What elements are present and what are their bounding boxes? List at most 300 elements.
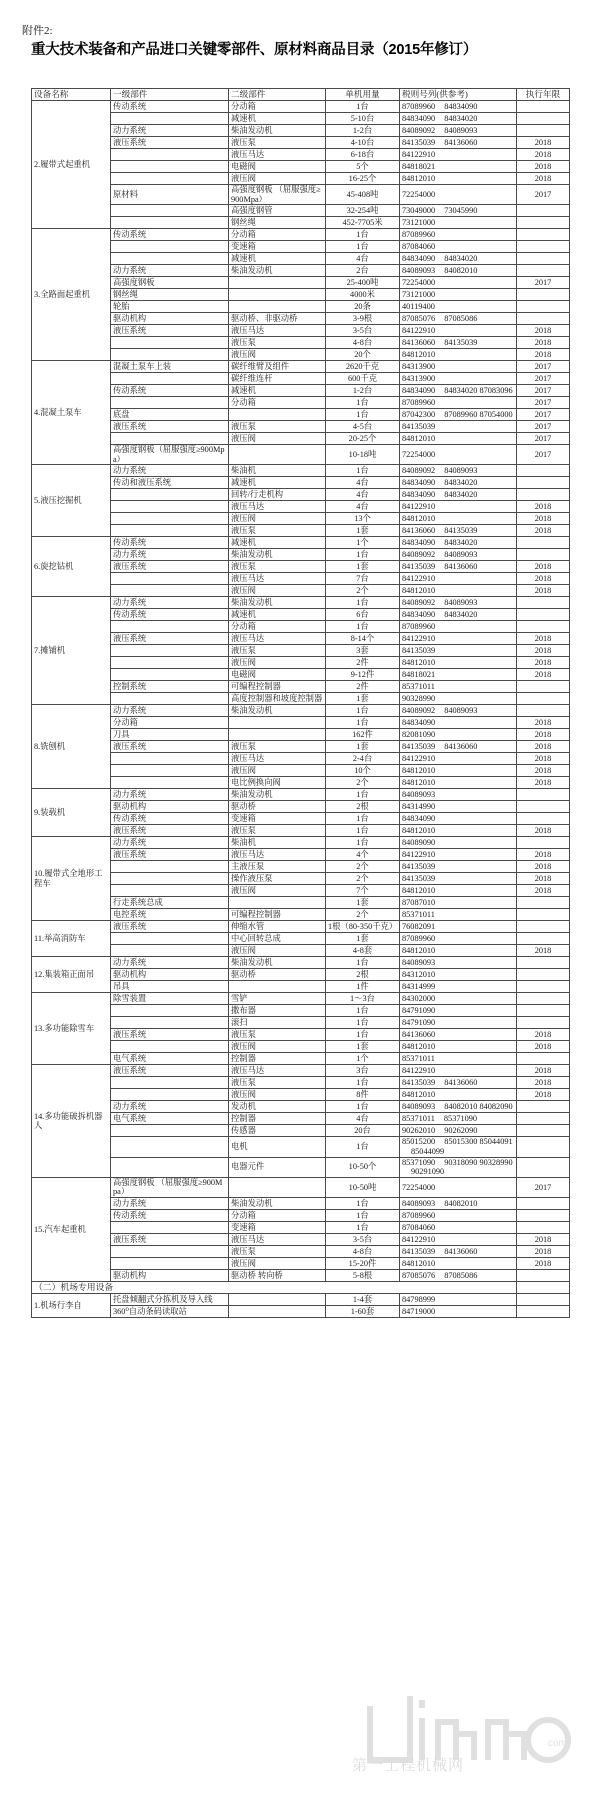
cell-c4: 1台 [326, 837, 400, 849]
cell-c5: 84135039 [400, 861, 517, 873]
cell-c6: 2018 [517, 173, 570, 185]
cell-c6: 2018 [517, 873, 570, 885]
cell-c2 [111, 1137, 229, 1157]
table-row [32, 1157, 570, 1177]
cell-c4: 45-408吨 [326, 185, 400, 205]
cell-c3: 减速机 [229, 609, 326, 621]
table-row [32, 465, 570, 477]
cell-c4: 1-4套 [326, 1294, 400, 1306]
cell-c5: 87089960 [400, 1210, 517, 1222]
table-row [32, 265, 570, 277]
cell-c4: 4-10台 [326, 137, 400, 149]
cell-c4: 2个 [326, 873, 400, 885]
table-row [32, 741, 570, 753]
cell-c6: 2017 [517, 361, 570, 373]
cell-c3: 分动箱 [229, 397, 326, 409]
cell-c2 [111, 657, 229, 669]
table-row [32, 681, 570, 693]
cell-c3: 雪铲 [229, 993, 326, 1005]
cell-c5: 76082091 [400, 921, 517, 933]
table-row [32, 837, 570, 849]
cell-c4: 25-400吨 [326, 277, 400, 289]
cell-c6 [517, 1125, 570, 1137]
table-row [32, 609, 570, 621]
cell-c4: 1台 [326, 229, 400, 241]
section-divider-spacer [517, 1282, 570, 1294]
cell-c3: 柴油发动机 [229, 957, 326, 969]
table-row [32, 253, 570, 265]
cell-c2: 原材料 [111, 185, 229, 205]
cell-c6: 2018 [517, 149, 570, 161]
cell-c2: 驱动机构 [111, 969, 229, 981]
cell-c2: 液压系统 [111, 421, 229, 433]
cell-c2: 混凝土泵车上装 [111, 361, 229, 373]
table-row [32, 945, 570, 957]
column-header-c1: 设备名称 [32, 89, 111, 101]
cell-c5: 84122910 [400, 149, 517, 161]
cell-c4: 162件 [326, 729, 400, 741]
cell-c6 [517, 897, 570, 909]
table-row [32, 433, 570, 445]
cell-c5: 90328990 [400, 693, 517, 705]
cell-c4: 1台 [326, 1029, 400, 1041]
cell-c2 [111, 501, 229, 513]
cell-c5: 84302000 [400, 993, 517, 1005]
cell-c5: 84812010 [400, 945, 517, 957]
table-row [32, 1210, 570, 1222]
cell-c5: 84812010 [400, 1258, 517, 1270]
table-row [32, 525, 570, 537]
watermark-domain: com [548, 1738, 567, 1749]
cell-c3: 分动箱 [229, 621, 326, 633]
cell-c3: 柴油发动机 [229, 265, 326, 277]
table-row [32, 421, 570, 433]
table-row [32, 277, 570, 289]
cell-c4: 1-2台 [326, 125, 400, 137]
cell-c3: 回转/行走机构 [229, 489, 326, 501]
cell-c2 [111, 1246, 229, 1258]
cell-c6 [517, 253, 570, 265]
cell-c4: 1台 [326, 1222, 400, 1234]
cell-c3: 分动箱 [229, 1210, 326, 1222]
cell-c3: 液压泵 [229, 825, 326, 837]
cell-c6 [517, 265, 570, 277]
table-row [32, 409, 570, 421]
document-title: 重大技术装备和产品进口关键零部件、原材料商品目录（2015年修订） [31, 42, 478, 58]
cell-c2: 除雪装置 [111, 993, 229, 1005]
cell-c4: 2根 [326, 969, 400, 981]
cell-c4: 1台 [326, 1017, 400, 1029]
cell-c5: 85015200 85015300 8504409185044099 [400, 1137, 517, 1157]
cell-c6: 2018 [517, 825, 570, 837]
cell-c4: 2620千克 [326, 361, 400, 373]
cell-c5: 73049000 73045990 [400, 205, 517, 217]
cell-c3: 主液压泵 [229, 861, 326, 873]
cell-c5: 84812010 [400, 433, 517, 445]
cell-c5: 87089960 [400, 229, 517, 241]
cell-c5: 84812010 [400, 1089, 517, 1101]
cell-c2: 动力系统 [111, 1101, 229, 1113]
cell-c6: 2018 [517, 645, 570, 657]
cell-c6 [517, 1222, 570, 1234]
cell-c3: 电磁阀 [229, 669, 326, 681]
cell-c4: 1台 [326, 1137, 400, 1157]
equipment-name-cell: 11.举高消防车 [32, 921, 111, 957]
cell-c4: 4台 [326, 501, 400, 513]
cell-c6: 2017 [517, 185, 570, 205]
cell-c3: 中心回转总成 [229, 933, 326, 945]
cell-c5: 84834090 84834020 [400, 477, 517, 489]
cell-c4: 1～3台 [326, 993, 400, 1005]
cell-c2: 液压系统 [111, 325, 229, 337]
cell-c3: 柴油发动机 [229, 597, 326, 609]
cell-c4: 5个 [326, 161, 400, 173]
cell-c6 [517, 1270, 570, 1282]
cell-c5: 84135039 84136060 [400, 1077, 517, 1089]
table-row [32, 933, 570, 945]
table-row [32, 1005, 570, 1017]
cell-c2 [111, 645, 229, 657]
cell-c4: 2个 [326, 585, 400, 597]
table-row [32, 101, 570, 113]
cell-c4: 1台 [326, 597, 400, 609]
table-row [32, 897, 570, 909]
cell-c2 [111, 1089, 229, 1101]
cell-c4: 20条 [326, 301, 400, 313]
cell-c2 [111, 149, 229, 161]
cell-c2: 高强度钢板 （屈服强度≥900Mpa） [111, 1177, 229, 1197]
table-row [32, 885, 570, 897]
cell-c2 [111, 525, 229, 537]
cell-c2: 吊具 [111, 981, 229, 993]
cell-c6: 2018 [517, 573, 570, 585]
cell-c6 [517, 477, 570, 489]
table-row [32, 981, 570, 993]
cell-c3 [229, 445, 326, 465]
cell-c4: 10-50吨 [326, 1177, 400, 1197]
cell-c3: 液压阀 [229, 885, 326, 897]
cell-c4: 1台 [326, 549, 400, 561]
cell-c6: 2018 [517, 777, 570, 789]
cell-c2 [111, 1258, 229, 1270]
cell-c4: 32-254吨 [326, 205, 400, 217]
catalog-table [31, 88, 570, 1318]
cell-c6: 2018 [517, 1246, 570, 1258]
table-row [32, 1077, 570, 1089]
equipment-name-cell: 9.装载机 [32, 789, 111, 837]
cell-c6: 2017 [517, 1177, 570, 1197]
table-row [32, 849, 570, 861]
cell-c3: 液压阀 [229, 1258, 326, 1270]
cell-c5: 84812010 [400, 765, 517, 777]
cell-c5: 84122910 [400, 1234, 517, 1246]
cell-c6 [517, 837, 570, 849]
cell-c5: 84135039 84136060 [400, 1246, 517, 1258]
cell-c2: 液压系统 [111, 137, 229, 149]
cell-c5: 85371011 [400, 681, 517, 693]
cell-c4: 1台 [326, 705, 400, 717]
table-row [32, 1101, 570, 1113]
table-row [32, 185, 570, 205]
cell-c4: 1台 [326, 397, 400, 409]
table-row [32, 633, 570, 645]
section-divider-row [32, 1282, 570, 1294]
table-row [32, 597, 570, 609]
cell-c3: 滚扫 [229, 1017, 326, 1029]
cell-c2: 动力系统 [111, 549, 229, 561]
cell-c4: 600千克 [326, 373, 400, 385]
cell-c4: 6-18台 [326, 149, 400, 161]
cell-c5: 84313900 [400, 361, 517, 373]
cell-c5: 84719000 [400, 1306, 517, 1318]
cell-c3: 减速机 [229, 113, 326, 125]
cell-c4: 1个 [326, 537, 400, 549]
cell-c3: 驱动桥 [229, 801, 326, 813]
cell-c4: 2-4台 [326, 753, 400, 765]
cell-c4: 1件 [326, 981, 400, 993]
cell-c3 [229, 1177, 326, 1197]
cell-c3: 液压马达 [229, 573, 326, 585]
cell-c4: 1台 [326, 825, 400, 837]
cell-c2: 液压系统 [111, 1029, 229, 1041]
table-row [32, 1125, 570, 1137]
cell-c5: 84135039 [400, 421, 517, 433]
cell-c5: 84122910 [400, 501, 517, 513]
table-row [32, 229, 570, 241]
cell-c5: 72254000 [400, 277, 517, 289]
cell-c2 [111, 205, 229, 217]
cell-c4: 5-10台 [326, 113, 400, 125]
cell-c4: 2个 [326, 777, 400, 789]
cell-c5: 87089960 84834090 [400, 101, 517, 113]
table-row [32, 1137, 570, 1157]
cell-c4: 4000米 [326, 289, 400, 301]
column-header-c6: 执行年限 [517, 89, 570, 101]
table-row [32, 753, 570, 765]
table-row [32, 397, 570, 409]
cell-c6 [517, 1101, 570, 1113]
cell-c5: 84812010 [400, 885, 517, 897]
cell-c2: 液压系统 [111, 921, 229, 933]
cell-c3: 液压阀 [229, 657, 326, 669]
cell-c5: 72254000 [400, 185, 517, 205]
cell-c6 [517, 205, 570, 217]
cell-c3: 控制器 [229, 1053, 326, 1065]
cell-c6: 2017 [517, 397, 570, 409]
cell-c6 [517, 1294, 570, 1306]
table-row [32, 1270, 570, 1282]
cell-c6 [517, 609, 570, 621]
cell-c5: 84812010 [400, 657, 517, 669]
cell-c6: 2018 [517, 137, 570, 149]
table-row [32, 1065, 570, 1077]
table-row [32, 337, 570, 349]
cell-c4: 2件 [326, 681, 400, 693]
table-row [32, 777, 570, 789]
cell-c3: 液压马达 [229, 849, 326, 861]
cell-c6 [517, 101, 570, 113]
cell-c6 [517, 301, 570, 313]
cell-c5: 84089092 84089093 [400, 597, 517, 609]
cell-c2: 底盘 [111, 409, 229, 421]
cell-c5: 84834090 [400, 813, 517, 825]
cell-c5: 84314990 [400, 801, 517, 813]
cell-c2 [111, 161, 229, 173]
cell-c2: 动力系统 [111, 597, 229, 609]
cell-c6: 2018 [517, 513, 570, 525]
cell-c3: 操作液压泵 [229, 873, 326, 885]
cell-c3: 液压马达 [229, 753, 326, 765]
cell-c2: 传动系统 [111, 229, 229, 241]
cell-c5: 87084060 [400, 241, 517, 253]
cell-c2: 控制系统 [111, 681, 229, 693]
cell-c5: 84834090 84834020 [400, 253, 517, 265]
cell-c4: 3-9根 [326, 313, 400, 325]
cell-c2: 动力系统 [111, 265, 229, 277]
table-row [32, 825, 570, 837]
table-row [32, 1053, 570, 1065]
cell-c5: 84122910 [400, 325, 517, 337]
cell-c6 [517, 909, 570, 921]
cell-c3 [229, 717, 326, 729]
cell-c6 [517, 289, 570, 301]
cell-c4: 1-2台 [326, 385, 400, 397]
cell-c4: 1台 [326, 813, 400, 825]
cell-c6: 2017 [517, 421, 570, 433]
cell-c4: 4台 [326, 1113, 400, 1125]
column-header-c4: 单机用量 [326, 89, 400, 101]
cell-c3: 可编程控制器 [229, 681, 326, 693]
cell-c3 [229, 289, 326, 301]
cell-c6: 2018 [517, 325, 570, 337]
cell-c6: 2018 [517, 669, 570, 681]
cell-c6: 2017 [517, 433, 570, 445]
cell-c2: 液压系统 [111, 1065, 229, 1077]
cell-c4: 7个 [326, 885, 400, 897]
table-row [32, 205, 570, 217]
cell-c6 [517, 549, 570, 561]
cell-c2 [111, 585, 229, 597]
cell-c6 [517, 113, 570, 125]
cell-c2: 驱动机构 [111, 1270, 229, 1282]
cell-c3: 分动箱 [229, 101, 326, 113]
equipment-name-cell: 15.汽车起重机 [32, 1177, 111, 1281]
cell-c2 [111, 669, 229, 681]
cell-c5: 84818021 [400, 669, 517, 681]
table-row [32, 669, 570, 681]
cell-c4: 9-12件 [326, 669, 400, 681]
table-row [32, 1222, 570, 1234]
cell-c4: 4台 [326, 489, 400, 501]
cell-c2: 液压系统 [111, 633, 229, 645]
cell-c3: 液压阀 [229, 585, 326, 597]
cell-c5: 84313900 [400, 373, 517, 385]
cell-c5: 84135039 84136060 [400, 741, 517, 753]
cell-c6: 2018 [517, 945, 570, 957]
table-row [32, 501, 570, 513]
cell-c4: 1台 [326, 717, 400, 729]
equipment-name-cell: 1.机场行李自 [32, 1294, 111, 1318]
table-row [32, 1017, 570, 1029]
cell-c2 [111, 1157, 229, 1177]
cell-c5: 84834090 [400, 717, 517, 729]
site-watermark [352, 1688, 582, 1808]
cell-c5: 72254000 [400, 445, 517, 465]
cell-c3: 柴油发动机 [229, 125, 326, 137]
cell-c5: 87085076 87085086 [400, 313, 517, 325]
cell-c4: 20-25个 [326, 433, 400, 445]
cell-c2: 液压系统 [111, 849, 229, 861]
cell-c4: 3-5台 [326, 1234, 400, 1246]
cell-c2: 高强度钢板 [111, 277, 229, 289]
cell-c4: 4-8台 [326, 1246, 400, 1258]
cell-c6 [517, 217, 570, 229]
cell-c2: 传动系统 [111, 385, 229, 397]
cell-c4: 1台 [326, 1005, 400, 1017]
table-row [32, 477, 570, 489]
cell-c6: 2018 [517, 349, 570, 361]
cell-c4: 10-18吨 [326, 445, 400, 465]
table-row [32, 1246, 570, 1258]
cell-c2 [111, 693, 229, 705]
cell-c3: 变速箱 [229, 1222, 326, 1234]
cell-c3: 减速机 [229, 477, 326, 489]
cell-c6: 2017 [517, 277, 570, 289]
cell-c4: 1台 [326, 1198, 400, 1210]
cell-c4: 1台 [326, 957, 400, 969]
table-row [32, 573, 570, 585]
cell-c2 [111, 777, 229, 789]
column-header-c3: 二级部件 [229, 89, 326, 101]
cell-c6 [517, 621, 570, 633]
cell-c6: 2018 [517, 885, 570, 897]
table-row [32, 969, 570, 981]
cell-c6 [517, 537, 570, 549]
cell-c5: 85371011 [400, 909, 517, 921]
table-row [32, 241, 570, 253]
cell-c3: 液压阀 [229, 433, 326, 445]
cell-c6 [517, 313, 570, 325]
cell-c5: 84122910 [400, 1065, 517, 1077]
cell-c6 [517, 1306, 570, 1318]
cell-c3: 柴油发动机 [229, 1198, 326, 1210]
cell-c4: 20个 [326, 349, 400, 361]
cell-c2: 液压系统 [111, 561, 229, 573]
table-row [32, 1113, 570, 1125]
cell-c6: 2018 [517, 849, 570, 861]
table-row [32, 173, 570, 185]
cell-c4: 1台 [326, 789, 400, 801]
cell-c6: 2018 [517, 1065, 570, 1077]
cell-c3: 变速箱 [229, 241, 326, 253]
cell-c4: 1台 [326, 409, 400, 421]
cell-c2: 液压系统 [111, 825, 229, 837]
cell-c6: 2018 [517, 1234, 570, 1246]
cell-c6: 2018 [517, 525, 570, 537]
cell-c4: 20台 [326, 1125, 400, 1137]
cell-c2 [111, 373, 229, 385]
cell-c3: 液压泵 [229, 561, 326, 573]
cell-c2: 动力系统 [111, 465, 229, 477]
cell-c6: 2018 [517, 161, 570, 173]
table-row [32, 1177, 570, 1197]
cell-c5: 87084060 [400, 1222, 517, 1234]
cell-c5: 84089092 84089093 [400, 125, 517, 137]
cell-c4: 8件 [326, 1089, 400, 1101]
table-row [32, 489, 570, 501]
cell-c4: 1-60套 [326, 1306, 400, 1318]
cell-c5: 84812010 [400, 349, 517, 361]
